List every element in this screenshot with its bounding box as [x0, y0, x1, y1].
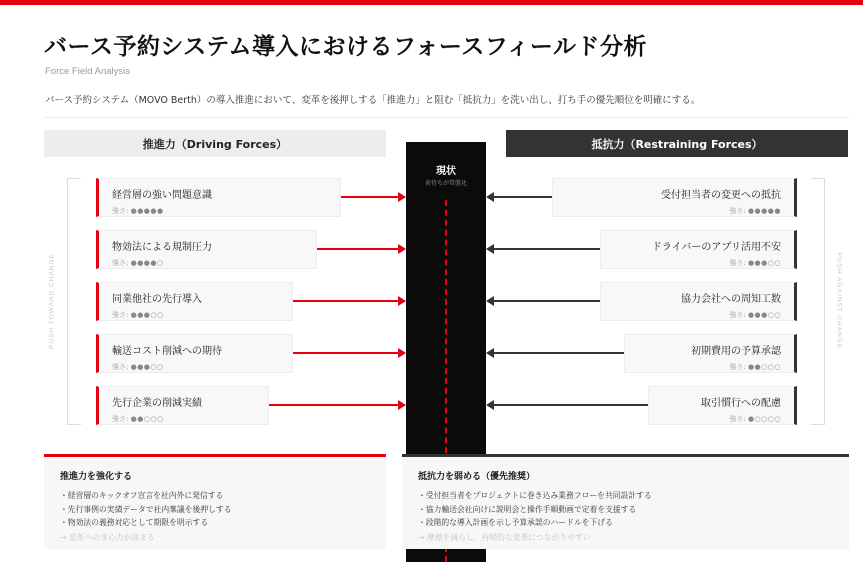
strength-dots: ●●○○○ [130, 415, 164, 423]
force-strength [659, 414, 781, 424]
restraining-forces-header: 抵抗力（Restraining Forces） [506, 130, 848, 157]
force-strength [635, 362, 781, 372]
arrow-head [486, 244, 494, 254]
page-title: バース予約システム導入におけるフォースフィールド分析 [44, 34, 647, 60]
restraining-force-arrow [486, 296, 600, 306]
strength-prefix: 強さ: [112, 259, 131, 267]
restraining-force-card [648, 386, 797, 425]
force-label: 輸送コスト削減への期待 [112, 346, 222, 357]
strength-dots: ●●○○○ [747, 363, 781, 371]
left-bracket [67, 178, 81, 425]
force-strength [112, 362, 282, 372]
arrow-shaft [269, 404, 399, 406]
arrow-shaft [493, 196, 552, 198]
strength-dots: ●●●●● [130, 207, 164, 215]
push-toward-change-label: PUSH TOWARD CHANGE [48, 253, 56, 349]
page-description: バース予約システム（MOVO Berth）の導入推進において、変革を後押しする「推進力」と阻む「抵抗力」を洗い出し、打ち手の優先順位を明確にする。 [45, 95, 701, 106]
force-strength [112, 414, 258, 424]
arrow-head [486, 348, 494, 358]
strength-prefix: 強さ: [112, 415, 131, 423]
strengthen-strategy-title: 推進力を強化する [60, 472, 133, 482]
strategy-item: ・先行事例の実績データで社内稟議を後押しする [60, 504, 232, 514]
arrow-shaft [493, 404, 648, 406]
strength-dots: ●●●○○ [130, 363, 164, 371]
weaken-strategy-panel [402, 454, 849, 549]
force-label: 受付担当者の変更への抵抗 [661, 190, 781, 201]
arrow-shaft [493, 300, 600, 302]
force-label: ドライバーのアプリ活用不安 [651, 242, 781, 253]
strategy-item: ・経営層のキックオフ宣言を社内外に発信する [60, 491, 224, 500]
top-accent-bar [0, 0, 863, 5]
strength-prefix: 強さ: [112, 363, 131, 371]
current-state-subtitle: 荷待ちが常態化 [424, 180, 467, 187]
arrow-shaft [293, 300, 399, 302]
arrow-head [398, 192, 406, 202]
strengthen-strategy-panel [44, 454, 386, 549]
strategy-result: → 変革への求心力が高まる [60, 532, 155, 542]
force-label: 先行企業の削減実績 [112, 398, 202, 409]
strength-dots: ●●●○○ [130, 311, 164, 319]
restraining-force-arrow [486, 348, 624, 358]
arrow-head [398, 348, 406, 358]
current-state-title: 現状 [436, 166, 456, 177]
arrow-head [486, 296, 494, 306]
force-label: 初期費用の予算承認 [691, 346, 781, 357]
arrow-shaft [293, 352, 399, 354]
arrow-shaft [341, 196, 399, 198]
strategy-result: → 摩擦を減らし、持続的な変革につながりやすい [418, 532, 591, 542]
driving-force-card [96, 386, 269, 425]
driving-force-card [96, 230, 317, 269]
strength-dots: ●●●○○ [747, 259, 781, 267]
strength-dots: ●○○○○ [747, 415, 781, 423]
header-divider [44, 117, 849, 118]
strength-prefix: 強さ: [729, 415, 748, 423]
restraining-force-card [600, 230, 797, 269]
strength-prefix: 強さ: [112, 311, 131, 319]
driving-force-card [96, 282, 293, 321]
strength-prefix: 強さ: [729, 363, 748, 371]
force-strength [611, 310, 781, 320]
strength-dots: ●●●●● [747, 207, 781, 215]
force-strength [112, 310, 282, 320]
weaken-strategy-title: 抵抗力を弱める（優先推奨） [418, 472, 536, 482]
arrow-head [398, 400, 406, 410]
driving-force-arrow [293, 296, 406, 306]
strategy-item: ・物効法の義務対応として期限を明示する [60, 518, 209, 527]
arrow-head [398, 244, 406, 254]
arrow-head [486, 192, 494, 202]
force-label: 同業他社の先行導入 [112, 294, 202, 305]
strength-dots: ●●●●○ [130, 259, 164, 267]
force-label: 協力会社への周知工数 [681, 294, 781, 305]
strength-prefix: 強さ: [729, 311, 748, 319]
strength-prefix: 強さ: [729, 207, 748, 215]
restraining-force-arrow [486, 400, 648, 410]
arrow-shaft [317, 248, 399, 250]
restraining-force-card [600, 282, 797, 321]
strength-prefix: 強さ: [112, 207, 131, 215]
page-subtitle: Force Field Analysis [45, 66, 131, 77]
force-strength [611, 258, 781, 268]
restraining-force-card [552, 178, 797, 217]
driving-force-arrow [293, 348, 406, 358]
arrow-head [398, 296, 406, 306]
driving-force-arrow [341, 192, 406, 202]
driving-force-arrow [269, 400, 406, 410]
arrow-head [486, 400, 494, 410]
strategy-item: ・段階的な導入計画を示し予算承認のハードルを下げる [418, 518, 613, 527]
restraining-force-arrow [486, 192, 552, 202]
force-strength [563, 206, 781, 216]
strength-dots: ●●●○○ [747, 311, 781, 319]
strategy-item: ・受付担当者をプロジェクトに巻き込み業務フローを共同設計する [418, 491, 652, 500]
arrow-shaft [493, 352, 624, 354]
push-against-change-label: PUSH AGAINST CHANGE [835, 252, 843, 350]
force-label: 取引慣行への配慮 [701, 398, 781, 409]
arrow-shaft [493, 248, 600, 250]
right-bracket [811, 178, 825, 425]
restraining-force-card [624, 334, 797, 373]
restraining-force-arrow [486, 244, 600, 254]
strategy-item: ・協力輸送会社向けに説明会と操作手順動画で定着を支援する [418, 504, 637, 514]
force-strength [112, 258, 306, 268]
force-label: 物効法による規制圧力 [112, 242, 212, 253]
driving-force-card [96, 334, 293, 373]
driving-forces-header: 推進力（Driving Forces） [44, 130, 386, 157]
force-strength [112, 206, 330, 216]
driving-force-arrow [317, 244, 406, 254]
driving-force-card [96, 178, 341, 217]
strength-prefix: 強さ: [729, 259, 748, 267]
force-label: 経営層の強い問題意識 [112, 190, 212, 201]
